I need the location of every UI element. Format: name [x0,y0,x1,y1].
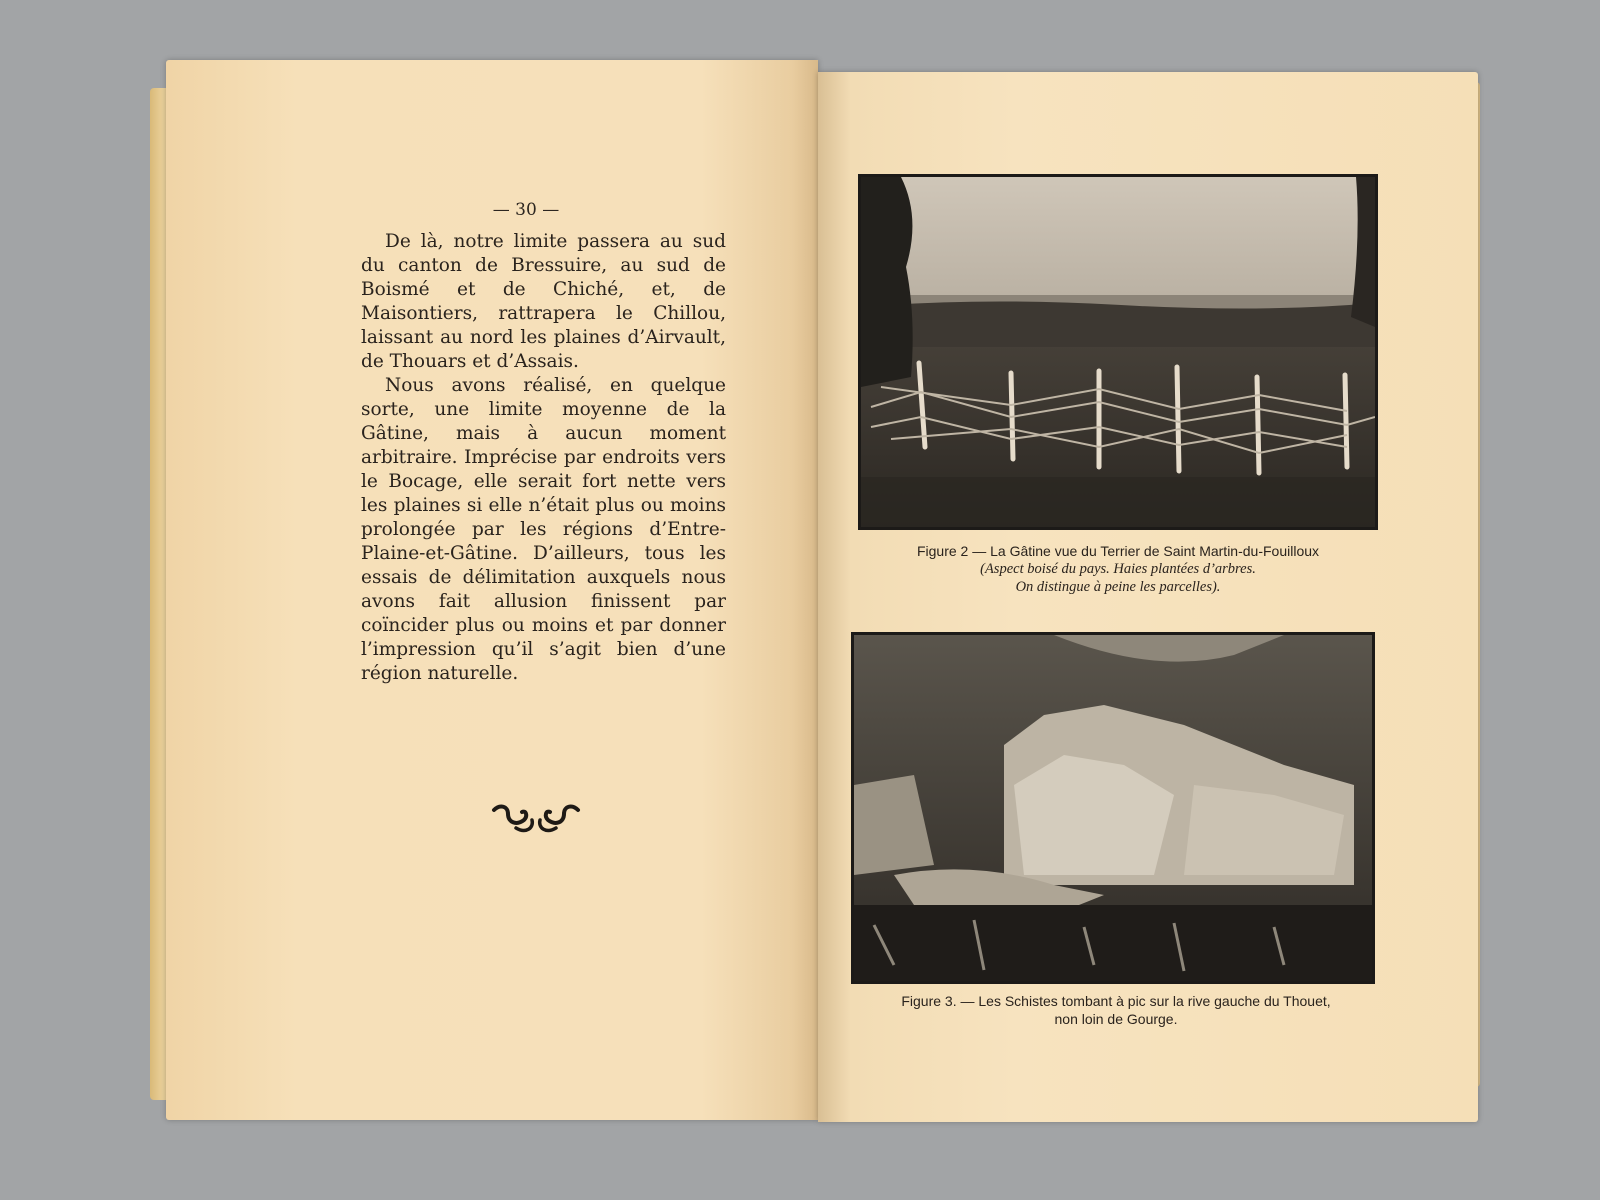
figure-3-caption-line-1: Figure 3. — Les Schistes tombant à pic sur la rive gauche du Thouet, [901,993,1331,1009]
paragraph-2: Nous avons réalisé, en quelque sorte, une limite moyenne de la Gâtine, mais à aucun moment arbitraire. Imprécise par endroits vers le Bocage, elle serait fort nette vers les plaines si elle n’était plus ou moins prolongée par les régions d’Entre-Plaine-et-Gâtine. D’ailleurs, tous les essais de délimitation auxquels nous avons fait allusion finissent par coïncider plus ou moins et par donner l’impression qu’il s’agit bien d’une région naturelle. [361,375,726,684]
figure-3-photo [851,632,1375,984]
page-number: — 30 — [492,200,560,220]
left-page [166,60,818,1120]
figure-2-caption-line-2: (Aspect boisé du pays. Haies plantées d’arbres. [980,561,1256,577]
figure-2-caption [848,542,1388,596]
figure-2-caption-line-3: On distingue à peine les parcelles). [1015,579,1221,595]
right-page [818,72,1478,1122]
figure-3-caption-line-2: non loin de Gourge. [1054,1011,1178,1027]
figure-2-caption-title: Figure 2 — La Gâtine vue du Terrier de Saint Martin-du-Fouilloux [916,543,1320,559]
figure-3-caption [846,992,1386,1028]
paragraph-1: De là, notre limite passera au sud du canton de Bressuire, au sud de Boismé et de Chiché, et, de Maisontiers, rattrapera le Chillou, laissant au nord les plaines d’Airvault, de Thouars et d’Assais. [361,231,726,372]
body-text [361,230,726,686]
figure-2-photo [858,174,1378,530]
ornament-icon [486,800,586,840]
